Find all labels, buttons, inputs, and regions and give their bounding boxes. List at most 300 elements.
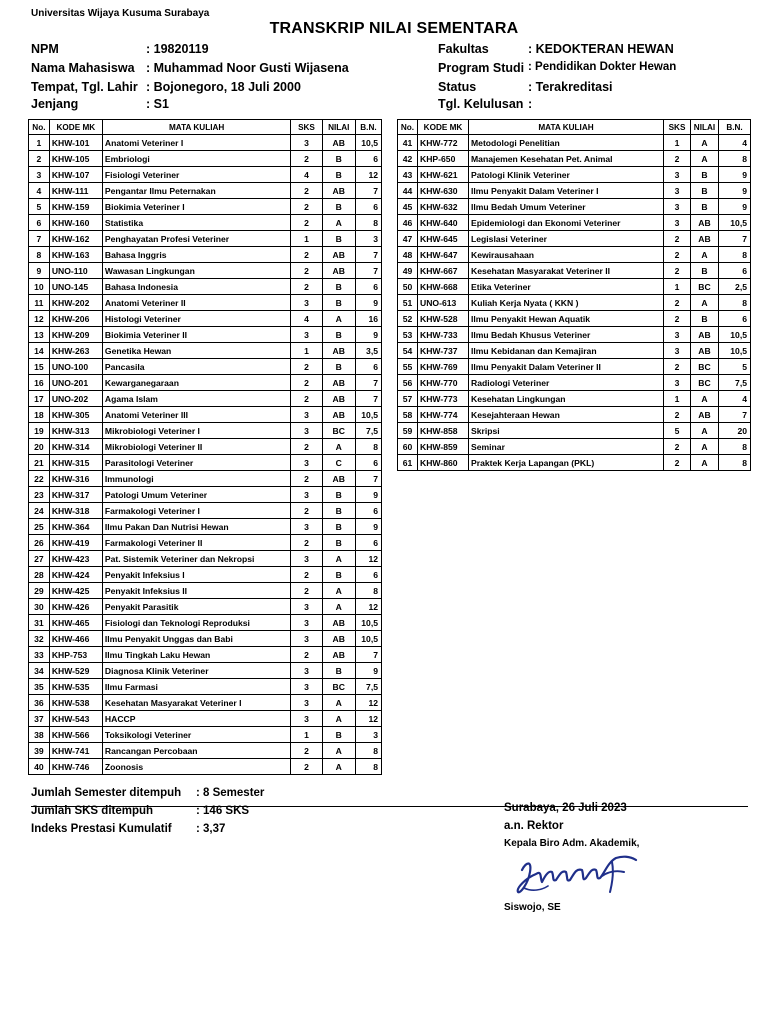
npm-value: : 19820119 bbox=[146, 42, 209, 56]
course-bn: 10,5 bbox=[719, 327, 751, 343]
course-code: KHW-770 bbox=[418, 375, 469, 391]
course-grade: AB bbox=[322, 615, 355, 631]
course-name: Legislasi Veteriner bbox=[469, 231, 664, 247]
course-code: UNO-110 bbox=[49, 263, 102, 279]
course-sks: 3 bbox=[664, 183, 691, 199]
course-name: Penghayatan Profesi Veteriner bbox=[102, 231, 290, 247]
course-sks: 1 bbox=[291, 231, 322, 247]
table-row bbox=[29, 167, 382, 183]
course-name: Rancangan Percobaan bbox=[102, 743, 290, 759]
course-grade: B bbox=[691, 263, 719, 279]
table-row bbox=[398, 151, 751, 167]
course-code: UNO-100 bbox=[49, 359, 102, 375]
course-name: Anatomi Veteriner I bbox=[102, 135, 290, 151]
course-sks: 2 bbox=[664, 359, 691, 375]
course-grade: AB bbox=[691, 215, 719, 231]
course-name: Ilmu Pakan Dan Nutrisi Hewan bbox=[102, 519, 290, 535]
course-grade: A bbox=[322, 215, 355, 231]
table-row bbox=[398, 327, 751, 343]
course-code: KHW-733 bbox=[418, 327, 469, 343]
course-bn: 8 bbox=[719, 247, 751, 263]
table-row bbox=[29, 391, 382, 407]
course-bn: 7 bbox=[355, 391, 381, 407]
course-bn: 7 bbox=[719, 231, 751, 247]
course-bn: 7 bbox=[355, 263, 381, 279]
course-code: KHW-741 bbox=[49, 743, 102, 759]
course-code: KHW-859 bbox=[418, 439, 469, 455]
table-row bbox=[29, 631, 382, 647]
course-code: KHW-160 bbox=[49, 215, 102, 231]
course-sks: 2 bbox=[291, 567, 322, 583]
table-row bbox=[29, 727, 382, 743]
table-row bbox=[29, 359, 382, 375]
course-sks: 3 bbox=[291, 487, 322, 503]
course-sks: 2 bbox=[664, 455, 691, 471]
course-code: KHW-772 bbox=[418, 135, 469, 151]
course-grade: A bbox=[322, 711, 355, 727]
course-sks: 2 bbox=[291, 759, 322, 775]
course-bn: 8 bbox=[355, 215, 381, 231]
course-no: 1 bbox=[29, 135, 50, 151]
course-code: KHW-316 bbox=[49, 471, 102, 487]
course-bn: 8 bbox=[355, 743, 381, 759]
course-grade: B bbox=[322, 231, 355, 247]
table-row bbox=[29, 375, 382, 391]
level-label: Jenjang bbox=[31, 97, 79, 111]
course-name: Embriologi bbox=[102, 151, 290, 167]
course-name: Kesehatan Masyarakat Veteriner II bbox=[469, 263, 664, 279]
grades-table-left bbox=[28, 119, 382, 775]
course-bn: 9 bbox=[355, 519, 381, 535]
course-name: Bahasa Indonesia bbox=[102, 279, 290, 295]
course-name: Toksikologi Veteriner bbox=[102, 727, 290, 743]
table-row bbox=[29, 743, 382, 759]
course-no: 28 bbox=[29, 567, 50, 583]
document-title: TRANSKRIP NILAI SEMENTARA bbox=[269, 20, 519, 37]
course-name: Ilmu Penyakit Unggas dan Babi bbox=[102, 631, 290, 647]
course-grade: B bbox=[322, 327, 355, 343]
npm-label: NPM bbox=[31, 42, 59, 56]
signature-place-date: Surabaya, 26 Juli 2023 bbox=[504, 802, 627, 814]
course-name: Ilmu Bedah Khusus Veteriner bbox=[469, 327, 664, 343]
table-row bbox=[29, 327, 382, 343]
course-grade: C bbox=[322, 455, 355, 471]
course-sks: 2 bbox=[291, 471, 322, 487]
status-value: : Terakreditasi bbox=[528, 80, 613, 94]
course-grade: B bbox=[691, 167, 719, 183]
course-no: 60 bbox=[398, 439, 418, 455]
course-sks: 3 bbox=[664, 199, 691, 215]
course-no: 47 bbox=[398, 231, 418, 247]
course-bn: 8 bbox=[719, 151, 751, 167]
course-no: 21 bbox=[29, 455, 50, 471]
course-code: UNO-201 bbox=[49, 375, 102, 391]
course-bn: 4 bbox=[719, 135, 751, 151]
course-name: Ilmu Penyakit Hewan Aquatik bbox=[469, 311, 664, 327]
course-code: KHW-535 bbox=[49, 679, 102, 695]
course-sks: 3 bbox=[291, 407, 322, 423]
course-sks: 2 bbox=[291, 215, 322, 231]
course-name: Fisiologi dan Teknologi Reproduksi bbox=[102, 615, 290, 631]
course-code: KHW-209 bbox=[49, 327, 102, 343]
table-row bbox=[398, 407, 751, 423]
course-code: KHW-746 bbox=[49, 759, 102, 775]
course-grade: B bbox=[322, 727, 355, 743]
table-row bbox=[398, 231, 751, 247]
course-sks: 2 bbox=[291, 151, 322, 167]
table-row bbox=[29, 679, 382, 695]
course-bn: 6 bbox=[355, 567, 381, 583]
course-sks: 2 bbox=[291, 647, 322, 663]
table-header-row bbox=[398, 120, 751, 135]
course-bn: 8 bbox=[355, 583, 381, 599]
course-bn: 6 bbox=[355, 151, 381, 167]
table-row bbox=[29, 535, 382, 551]
course-sks: 3 bbox=[291, 615, 322, 631]
table-row bbox=[29, 503, 382, 519]
course-sks: 3 bbox=[291, 135, 322, 151]
course-name: Parasitologi Veteriner bbox=[102, 455, 290, 471]
col-bn-header: B.N. bbox=[355, 120, 381, 135]
course-code: UNO-613 bbox=[418, 295, 469, 311]
course-grade: AB bbox=[322, 647, 355, 663]
table-row bbox=[398, 343, 751, 359]
course-sks: 2 bbox=[664, 231, 691, 247]
col-no-header: No. bbox=[29, 120, 50, 135]
course-grade: A bbox=[691, 455, 719, 471]
col-sks-header: SKS bbox=[291, 120, 322, 135]
course-sks: 2 bbox=[291, 583, 322, 599]
course-no: 3 bbox=[29, 167, 50, 183]
level-value: : S1 bbox=[146, 97, 169, 111]
course-sks: 2 bbox=[664, 295, 691, 311]
course-name: Kuliah Kerja Nyata ( KKN ) bbox=[469, 295, 664, 311]
course-sks: 2 bbox=[291, 391, 322, 407]
table-row bbox=[398, 279, 751, 295]
course-grade: AB bbox=[691, 231, 719, 247]
course-no: 39 bbox=[29, 743, 50, 759]
course-name: Agama Islam bbox=[102, 391, 290, 407]
table-row bbox=[29, 439, 382, 455]
table-row bbox=[29, 183, 382, 199]
table-row bbox=[398, 439, 751, 455]
course-name: Fisiologi Veteriner bbox=[102, 167, 290, 183]
course-no: 9 bbox=[29, 263, 50, 279]
course-bn: 8 bbox=[719, 439, 751, 455]
course-bn: 6 bbox=[355, 455, 381, 471]
course-grade: B bbox=[322, 567, 355, 583]
course-sks: 2 bbox=[291, 359, 322, 375]
course-no: 41 bbox=[398, 135, 418, 151]
course-bn: 7 bbox=[355, 183, 381, 199]
course-code: KHW-315 bbox=[49, 455, 102, 471]
course-grade: BC bbox=[691, 375, 719, 391]
table-row bbox=[398, 375, 751, 391]
course-sks: 2 bbox=[291, 743, 322, 759]
course-sks: 2 bbox=[291, 279, 322, 295]
course-name: Penyakit Infeksius I bbox=[102, 567, 290, 583]
course-grade: A bbox=[322, 311, 355, 327]
course-name: Ilmu Penyakit Dalam Veteriner I bbox=[469, 183, 664, 199]
name-value: : Muhammad Noor Gusti Wijasena bbox=[146, 61, 349, 75]
col-code-header: KODE MK bbox=[49, 120, 102, 135]
course-grade: AB bbox=[691, 343, 719, 359]
table-row bbox=[29, 471, 382, 487]
course-sks: 2 bbox=[291, 503, 322, 519]
program-label: Program Studi bbox=[438, 61, 525, 75]
course-grade: A bbox=[691, 423, 719, 439]
table-row bbox=[29, 583, 382, 599]
course-no: 59 bbox=[398, 423, 418, 439]
course-no: 10 bbox=[29, 279, 50, 295]
table-row bbox=[29, 551, 382, 567]
course-code: KHP-753 bbox=[49, 647, 102, 663]
course-grade: A bbox=[322, 439, 355, 455]
course-bn: 9 bbox=[719, 167, 751, 183]
course-bn: 9 bbox=[355, 663, 381, 679]
course-name: Penyakit Parasitik bbox=[102, 599, 290, 615]
course-sks: 2 bbox=[291, 263, 322, 279]
course-name: Pancasila bbox=[102, 359, 290, 375]
course-sks: 1 bbox=[664, 391, 691, 407]
course-code: KHW-528 bbox=[418, 311, 469, 327]
course-code: KHW-105 bbox=[49, 151, 102, 167]
course-code: KHW-424 bbox=[49, 567, 102, 583]
course-no: 57 bbox=[398, 391, 418, 407]
course-code: KHW-419 bbox=[49, 535, 102, 551]
course-sks: 2 bbox=[664, 311, 691, 327]
course-bn: 12 bbox=[355, 711, 381, 727]
course-grade: A bbox=[322, 599, 355, 615]
course-sks: 2 bbox=[664, 247, 691, 263]
table-row bbox=[398, 295, 751, 311]
course-name: Pengantar Ilmu Peternakan bbox=[102, 183, 290, 199]
course-name: Kewirausahaan bbox=[469, 247, 664, 263]
table-row bbox=[29, 343, 382, 359]
course-grade: AB bbox=[322, 263, 355, 279]
course-bn: 16 bbox=[355, 311, 381, 327]
university-name: Universitas Wijaya Kusuma Surabaya bbox=[31, 8, 210, 19]
course-no: 55 bbox=[398, 359, 418, 375]
course-code: KHW-667 bbox=[418, 263, 469, 279]
course-sks: 2 bbox=[664, 263, 691, 279]
grades-table-right bbox=[397, 119, 751, 471]
course-code: KHW-159 bbox=[49, 199, 102, 215]
col-code-header: KODE MK bbox=[418, 120, 469, 135]
course-name: Patologi Klinik Veteriner bbox=[469, 167, 664, 183]
col-course-header: MATA KULIAH bbox=[469, 120, 664, 135]
course-grade: AB bbox=[322, 247, 355, 263]
course-sks: 4 bbox=[291, 311, 322, 327]
table-row bbox=[398, 311, 751, 327]
course-code: KHW-566 bbox=[49, 727, 102, 743]
course-bn: 8 bbox=[355, 439, 381, 455]
course-name: Statistika bbox=[102, 215, 290, 231]
course-grade: A bbox=[322, 551, 355, 567]
course-name: Pat. Sistemik Veteriner dan Nekropsi bbox=[102, 551, 290, 567]
course-bn: 2,5 bbox=[719, 279, 751, 295]
course-bn: 9 bbox=[719, 199, 751, 215]
course-code: KHW-425 bbox=[49, 583, 102, 599]
course-name: Manajemen Kesehatan Pet. Animal bbox=[469, 151, 664, 167]
table-row bbox=[398, 215, 751, 231]
course-code: KHW-426 bbox=[49, 599, 102, 615]
course-grade: B bbox=[322, 359, 355, 375]
course-grade: B bbox=[691, 311, 719, 327]
course-name: Penyakit Infeksius II bbox=[102, 583, 290, 599]
faculty-label: Fakultas bbox=[438, 42, 489, 56]
course-code: KHW-263 bbox=[49, 343, 102, 359]
course-no: 26 bbox=[29, 535, 50, 551]
course-no: 48 bbox=[398, 247, 418, 263]
course-sks: 2 bbox=[291, 439, 322, 455]
course-bn: 5 bbox=[719, 359, 751, 375]
course-grade: BC bbox=[322, 679, 355, 695]
course-bn: 12 bbox=[355, 599, 381, 615]
course-name: Praktek Kerja Lapangan (PKL) bbox=[469, 455, 664, 471]
course-bn: 8 bbox=[719, 455, 751, 471]
course-sks: 3 bbox=[291, 599, 322, 615]
table-row bbox=[29, 455, 382, 471]
course-sks: 2 bbox=[664, 407, 691, 423]
course-grade: AB bbox=[322, 135, 355, 151]
table-row bbox=[398, 183, 751, 199]
course-sks: 2 bbox=[291, 375, 322, 391]
course-grade: B bbox=[322, 279, 355, 295]
course-sks: 3 bbox=[291, 695, 322, 711]
table-row bbox=[398, 263, 751, 279]
course-grade: AB bbox=[322, 375, 355, 391]
course-grade: A bbox=[322, 759, 355, 775]
table-row bbox=[29, 247, 382, 263]
table-row bbox=[29, 231, 382, 247]
graduation-label: Tgl. Kelulusan bbox=[438, 97, 524, 111]
course-code: UNO-145 bbox=[49, 279, 102, 295]
course-no: 43 bbox=[398, 167, 418, 183]
table-row bbox=[398, 247, 751, 263]
course-code: KHW-364 bbox=[49, 519, 102, 535]
course-bn: 20 bbox=[719, 423, 751, 439]
course-sks: 3 bbox=[291, 423, 322, 439]
course-bn: 10,5 bbox=[355, 135, 381, 151]
course-sks: 3 bbox=[664, 167, 691, 183]
table-row bbox=[398, 135, 751, 151]
course-name: Ilmu Kebidanan dan Kemajiran bbox=[469, 343, 664, 359]
course-name: Ilmu Tingkah Laku Hewan bbox=[102, 647, 290, 663]
course-grade: B bbox=[322, 295, 355, 311]
course-no: 46 bbox=[398, 215, 418, 231]
course-sks: 3 bbox=[291, 295, 322, 311]
course-code: KHW-305 bbox=[49, 407, 102, 423]
course-name: Farmakologi Veteriner I bbox=[102, 503, 290, 519]
course-code: KHW-737 bbox=[418, 343, 469, 359]
course-no: 35 bbox=[29, 679, 50, 695]
course-code: UNO-202 bbox=[49, 391, 102, 407]
course-bn: 7 bbox=[355, 647, 381, 663]
course-sks: 5 bbox=[664, 423, 691, 439]
course-no: 53 bbox=[398, 327, 418, 343]
table-row bbox=[29, 423, 382, 439]
course-sks: 3 bbox=[664, 215, 691, 231]
course-code: KHW-202 bbox=[49, 295, 102, 311]
course-name: Biokimia Veteriner I bbox=[102, 199, 290, 215]
table-row bbox=[29, 151, 382, 167]
handwritten-signature bbox=[512, 848, 642, 904]
course-name: Skripsi bbox=[469, 423, 664, 439]
course-sks: 2 bbox=[664, 151, 691, 167]
course-bn: 7 bbox=[355, 471, 381, 487]
course-code: KHW-645 bbox=[418, 231, 469, 247]
course-sks: 1 bbox=[664, 135, 691, 151]
course-no: 32 bbox=[29, 631, 50, 647]
course-code: KHW-630 bbox=[418, 183, 469, 199]
course-name: Anatomi Veteriner III bbox=[102, 407, 290, 423]
course-bn: 12 bbox=[355, 551, 381, 567]
course-bn: 9 bbox=[355, 487, 381, 503]
course-no: 34 bbox=[29, 663, 50, 679]
col-grade-header: NILAI bbox=[322, 120, 355, 135]
course-code: KHW-107 bbox=[49, 167, 102, 183]
graduation-value: : bbox=[528, 97, 533, 111]
course-grade: AB bbox=[322, 183, 355, 199]
course-name: Diagnosa Klinik Veteriner bbox=[102, 663, 290, 679]
course-name: Ilmu Bedah Umum Veteriner bbox=[469, 199, 664, 215]
course-sks: 3 bbox=[291, 327, 322, 343]
course-bn: 7,5 bbox=[719, 375, 751, 391]
course-no: 42 bbox=[398, 151, 418, 167]
course-bn: 10,5 bbox=[719, 343, 751, 359]
course-code: KHP-650 bbox=[418, 151, 469, 167]
course-bn: 7,5 bbox=[355, 423, 381, 439]
ipk-label: Indeks Prestasi Kumulatif bbox=[31, 823, 172, 835]
course-sks: 3 bbox=[291, 679, 322, 695]
col-course-header: MATA KULIAH bbox=[102, 120, 290, 135]
faculty-value: : KEDOKTERAN HEWAN bbox=[528, 42, 674, 56]
course-code: KHW-543 bbox=[49, 711, 102, 727]
course-code: KHW-769 bbox=[418, 359, 469, 375]
course-sks: 3 bbox=[664, 343, 691, 359]
course-bn: 8 bbox=[355, 759, 381, 775]
table-row bbox=[29, 695, 382, 711]
course-grade: A bbox=[691, 247, 719, 263]
course-name: Biokimia Veteriner II bbox=[102, 327, 290, 343]
course-name: Metodologi Penelitian bbox=[469, 135, 664, 151]
course-name: Histologi Veteriner bbox=[102, 311, 290, 327]
course-name: Etika Veteriner bbox=[469, 279, 664, 295]
course-code: KHW-529 bbox=[49, 663, 102, 679]
course-no: 19 bbox=[29, 423, 50, 439]
course-bn: 7 bbox=[719, 407, 751, 423]
course-no: 50 bbox=[398, 279, 418, 295]
table-row bbox=[398, 455, 751, 471]
course-code: KHW-313 bbox=[49, 423, 102, 439]
course-name: Genetika Hewan bbox=[102, 343, 290, 359]
table-row bbox=[398, 167, 751, 183]
course-no: 5 bbox=[29, 199, 50, 215]
course-grade: B bbox=[322, 519, 355, 535]
course-grade: AB bbox=[691, 407, 719, 423]
sks-label: Jumlah SKS ditempuh bbox=[31, 805, 154, 817]
course-name: Immunologi bbox=[102, 471, 290, 487]
course-no: 31 bbox=[29, 615, 50, 631]
course-no: 18 bbox=[29, 407, 50, 423]
course-sks: 3 bbox=[664, 375, 691, 391]
course-name: HACCP bbox=[102, 711, 290, 727]
course-grade: B bbox=[322, 199, 355, 215]
table-row bbox=[29, 615, 382, 631]
course-grade: A bbox=[322, 743, 355, 759]
course-no: 2 bbox=[29, 151, 50, 167]
